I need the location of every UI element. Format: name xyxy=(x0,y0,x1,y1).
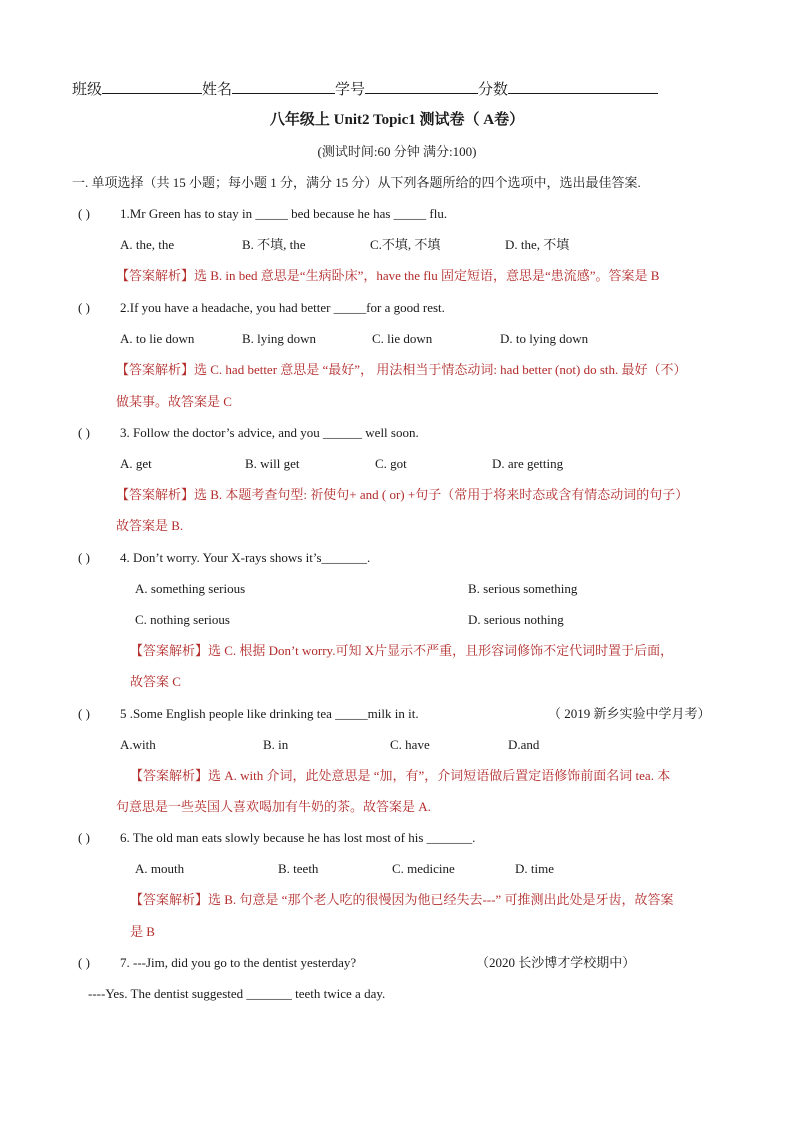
option-d: D. time xyxy=(515,861,554,876)
exam-title: 八年级上 Unit2 Topic1 测试卷（ A卷） xyxy=(269,112,525,128)
score-label: 分数 xyxy=(478,82,509,98)
answer-analysis-cont: 故答案是 B. xyxy=(116,518,184,533)
number-blank[interactable] xyxy=(365,78,478,94)
answer-analysis-cont: 是 B xyxy=(130,924,155,939)
question-4 xyxy=(78,549,370,567)
section-heading: 一. 单项选择（共 15 小题；每小题 1 分，满分 15 分）从下列各题所给的四个选项中，选出最佳答案. xyxy=(72,175,641,190)
option-c: C. lie down xyxy=(372,331,433,346)
option-c: C. medicine xyxy=(392,861,455,876)
class-blank[interactable] xyxy=(102,78,202,94)
question-1 xyxy=(78,205,447,223)
question-stem: 3. Follow the doctor’s advice, and you ______ well soon. xyxy=(120,425,419,440)
option-a: A. mouth xyxy=(135,861,185,876)
answer-paren[interactable]: ( ) xyxy=(78,206,90,221)
question-stem: 7. ---Jim, did you go to the dentist yesterday? xyxy=(120,955,357,970)
option-d: D. are getting xyxy=(492,456,564,471)
exam-subtitle: (测试时间:60 分钟 满分:100) xyxy=(317,144,477,159)
answer-analysis: 【答案解析】选 C. 根据 Don’t worry.可知 X片显示不严重，且形容词修饰不定代词时置于后面， xyxy=(130,643,674,658)
answer-paren[interactable]: ( ) xyxy=(78,955,90,970)
answer-paren[interactable]: ( ) xyxy=(78,300,90,315)
question-5 xyxy=(78,705,419,723)
answer-paren[interactable]: ( ) xyxy=(78,830,90,845)
question-source: （ 2019 新乡实验中学月考） xyxy=(548,706,711,721)
question-7 xyxy=(78,954,356,972)
number-label: 学号 xyxy=(335,82,366,98)
question-3 xyxy=(78,424,419,442)
option-c: C. have xyxy=(390,737,430,752)
answer-analysis: 【答案解析】选 C. had better 意思是 “最好”， 用法相当于情态动词: had better (not) do sth. 最好（不） xyxy=(116,362,687,377)
score-blank[interactable] xyxy=(508,78,658,94)
option-c: C. got xyxy=(375,456,407,471)
question-stem: 2.If you have a headache, you had better _____for a good rest. xyxy=(120,300,445,315)
question-stem: 5 .Some English people like drinking tea _____milk in it. xyxy=(120,706,419,721)
answer-paren[interactable]: ( ) xyxy=(78,706,90,721)
option-b: B. in xyxy=(263,737,289,752)
option-d: D. to lying down xyxy=(500,331,589,346)
student-info-line xyxy=(72,78,658,99)
answer-analysis: 【答案解析】选 A. with 介词，此处意思是 “加，有”，介词短语做后置定语修饰前面名词 tea. 本 xyxy=(130,768,671,783)
question-source: （2020 长沙博才学校期中） xyxy=(476,955,636,970)
name-blank[interactable] xyxy=(232,78,335,94)
answer-paren[interactable]: ( ) xyxy=(78,550,90,565)
option-d: D. serious nothing xyxy=(468,612,564,627)
option-b: B. will get xyxy=(245,456,300,471)
answer-analysis: 【答案解析】选 B. 本题考查句型: 祈使句+ and ( or) +句子（常用于将来时态或含有情态动词的句子） xyxy=(116,487,689,502)
option-a: A. get xyxy=(120,456,152,471)
answer-analysis: 【答案解析】选 B. 句意是 “那个老人吃的很慢因为他已经失去---” 可推测出此处是牙齿，故答案 xyxy=(130,892,674,907)
answer-paren[interactable]: ( ) xyxy=(78,425,90,440)
answer-analysis: 【答案解析】选 B. in bed 意思是“生病卧床”，have the flu 固定短语，意思是“患流感”。答案是 B xyxy=(116,268,660,283)
question-2 xyxy=(78,299,445,317)
option-a: A. the, the xyxy=(120,237,175,252)
question-6 xyxy=(78,829,475,847)
question-stem: 4. Don’t worry. Your X-rays shows it’s_______. xyxy=(120,550,371,565)
answer-analysis-cont: 句意思是一些英国人喜欢喝加有牛奶的茶。故答案是 A. xyxy=(116,799,431,814)
question-stem: 1.Mr Green has to stay in _____ bed because he has _____ flu. xyxy=(120,206,448,221)
option-b: B. serious something xyxy=(468,581,578,596)
answer-analysis-cont: 做某事。故答案是 C xyxy=(116,394,232,409)
dialogue-reply: ----Yes. The dentist suggested _______ teeth twice a day. xyxy=(88,986,386,1001)
option-d: D.and xyxy=(508,737,540,752)
class-label: 班级 xyxy=(72,82,103,98)
answer-analysis-cont: 故答案 C xyxy=(130,674,181,689)
name-label: 姓名 xyxy=(202,82,233,98)
question-stem: 6. The old man eats slowly because he has lost most of his _______. xyxy=(120,830,476,845)
option-a: A.with xyxy=(120,737,156,752)
option-a: A. something serious xyxy=(135,581,246,596)
option-c: C. nothing serious xyxy=(135,612,230,627)
option-d: D. the, 不填 xyxy=(505,237,570,252)
option-b: B. 不填, the xyxy=(242,237,306,252)
option-b: B. lying down xyxy=(242,331,317,346)
option-b: B. teeth xyxy=(278,861,319,876)
option-c: C.不填, 不填 xyxy=(370,237,441,252)
option-a: A. to lie down xyxy=(120,331,195,346)
